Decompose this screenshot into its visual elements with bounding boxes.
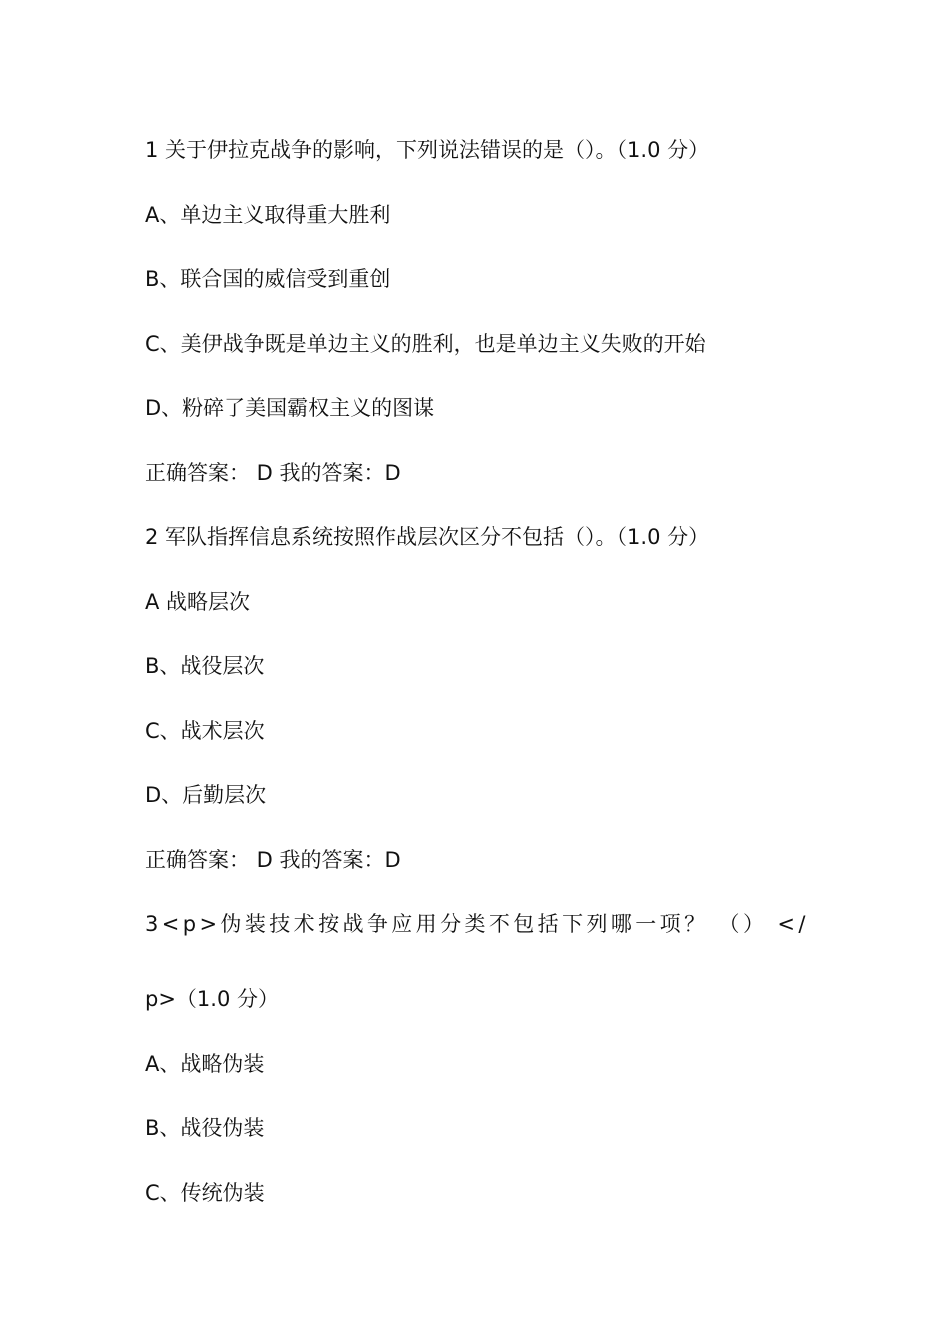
question-3-stem-line-2: p>（1.0 分）: [145, 987, 279, 1011]
question-3-option-c: C、传统伪装: [145, 1181, 265, 1205]
question-3-option-a: A、战略伪装: [145, 1052, 265, 1076]
question-1-stem: 1 关于伊拉克战争的影响，下列说法错误的是（）。（1.0 分）: [145, 138, 710, 162]
question-2-stem: 2 军队指挥信息系统按照作战层次区分不包括（）。（1.0 分）: [145, 525, 710, 549]
question-1-answer: 正确答案： D 我的答案：D: [145, 461, 401, 485]
question-1-option-c: C、美伊战争既是单边主义的胜利，也是单边主义失败的开始: [145, 332, 706, 356]
question-1-option-b: B、联合国的威信受到重创: [145, 267, 391, 291]
question-1-option-d: D、粉碎了美国霸权主义的图谋: [145, 396, 435, 420]
question-2-option-d: D、后勤层次: [145, 783, 267, 807]
question-3-option-b: B、战役伪装: [145, 1116, 265, 1140]
question-3-stem-line-1: 3<p>伪装技术按战争应用分类不包括下列哪一项？ （） </: [145, 912, 809, 936]
question-2-option-a: A 战略层次: [145, 590, 251, 614]
question-2-option-c: C、战术层次: [145, 719, 265, 743]
question-2-option-b: B、战役层次: [145, 654, 265, 678]
question-1-option-a: A、单边主义取得重大胜利: [145, 203, 391, 227]
question-2-answer: 正确答案： D 我的答案：D: [145, 848, 401, 872]
